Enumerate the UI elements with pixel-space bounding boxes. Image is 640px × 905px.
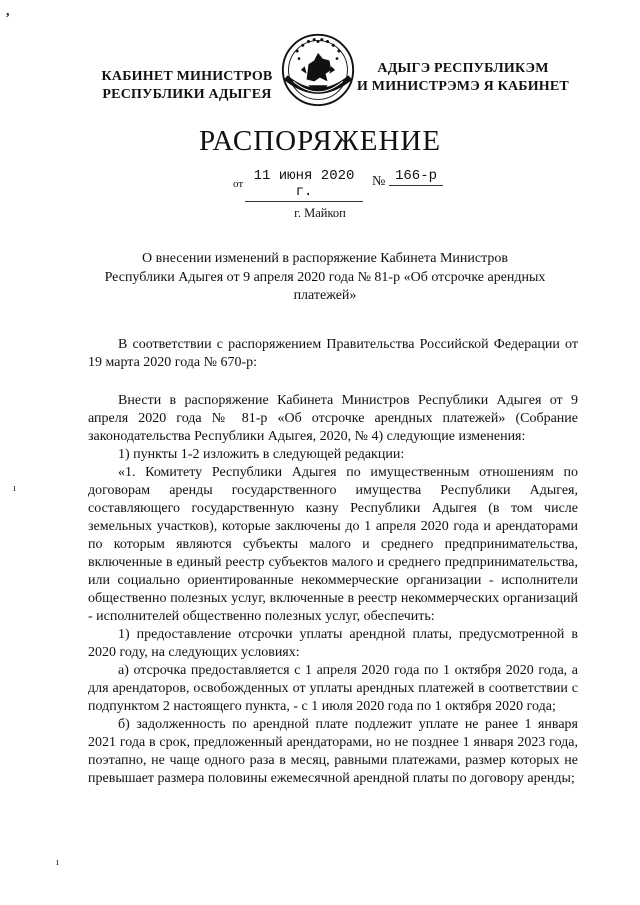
scan-mark-top-left: ,	[6, 4, 10, 19]
number-sign-label: №	[372, 174, 386, 189]
subject-line-3: платежей»	[293, 288, 357, 303]
subject-line-1: О внесении изменений в распоряжение Кабинета Министров	[141, 251, 509, 266]
issue-city: г. Майкоп	[294, 206, 346, 220]
date-number-line	[0, 168, 640, 200]
scan-mark-left-bottom: ı	[56, 857, 59, 868]
scan-mark-left-middle: ı	[13, 483, 16, 494]
document-title: РАСПОРЯЖЕНИЕ	[198, 125, 442, 157]
body-paragraph-clause-1: «1. Комитету Республики Адыгея по имущественным отношениям по договорам аренды государственного имущества Республики Адыгея, составляющего государственную казну Республики Адыгея (в том числе земельных участков), которые заключены до 1 апреля 2020 года и арендаторами по которым являются субъекты малого и среднего предпринимательства, включенные в единый реестр субъектов малого и среднего предпринимательства, или социально ориентированные некоммерческие организации - исполнители общественно полезных услуг, включенные в реестр некоммерческих организаций - исполнителей общественно полезных услуг, обеспечить:	[88, 465, 578, 624]
document-body	[88, 336, 578, 788]
adygea-coat-of-arms-icon	[280, 32, 356, 108]
document-number: 166-р	[389, 168, 443, 186]
document-date: 11 июня 2020 г.	[245, 168, 363, 202]
issuer-name-adyghe-line1: АДЫГЭ РЕСПУБЛИКЭМ	[377, 61, 549, 76]
issuer-name-russian-line1: КАБИНЕТ МИНИСТРОВ	[101, 69, 273, 84]
subject-line-2: Республики Адыгея от 9 апреля 2020 года № 81-р «Об отсрочке арендных	[104, 269, 546, 285]
issuer-name-russian-line2: РЕСПУБЛИКИ АДЫГЕЯ	[102, 87, 272, 102]
issuer-name-russian	[96, 68, 278, 104]
document-subject	[90, 250, 560, 306]
body-paragraph-subclause-a: а) отсрочка предоставляется с 1 апреля 2020 года по 1 октября 2020 года, а для арендаторов, освобожденных от уплаты арендных платежей в соответствии с подпунктом 2 настоящего пункта, - с 1 июля 2020 года по 1 октября 2020 года;	[88, 663, 578, 714]
date-prefix-label: от	[233, 178, 244, 190]
issuer-name-adyghe-line2: И МИНИСТРЭМЭ Я КАБИНЕТ	[357, 79, 569, 94]
issuer-name-adyghe	[355, 60, 571, 96]
body-paragraph-preamble: В соответствии с распоряжением Правительства Российской Федерации от 19 марта 2020 года № 670-р:	[88, 337, 578, 370]
body-paragraph-subclause-1: 1) предоставление отсрочки уплаты арендной платы, предусмотренной в 2020 году, на следующих условиях:	[88, 627, 578, 660]
body-paragraph-subclause-b: б) задолженность по арендной плате подлежит уплате не ранее 1 января 2021 года в срок, предложенный арендаторами, но не позднее 1 января 2023 года, поэтапно, не чаще одного раза в месяц, равными платежами, размер которых не превышает размера половины ежемесячной арендной платы по договору аренды;	[88, 717, 578, 786]
body-paragraph-amendment-intro: Внести в распоряжение Кабинета Министров Республики Адыгея от 9 апреля 2020 года № 81-р «Об отсрочке арендных платежей» (Собрание законодательства Республики Адыгея, 2020, № 4) следующие изменения:	[88, 393, 578, 444]
body-paragraph-item-1: 1) пункты 1-2 изложить в следующей редакции:	[118, 447, 405, 462]
